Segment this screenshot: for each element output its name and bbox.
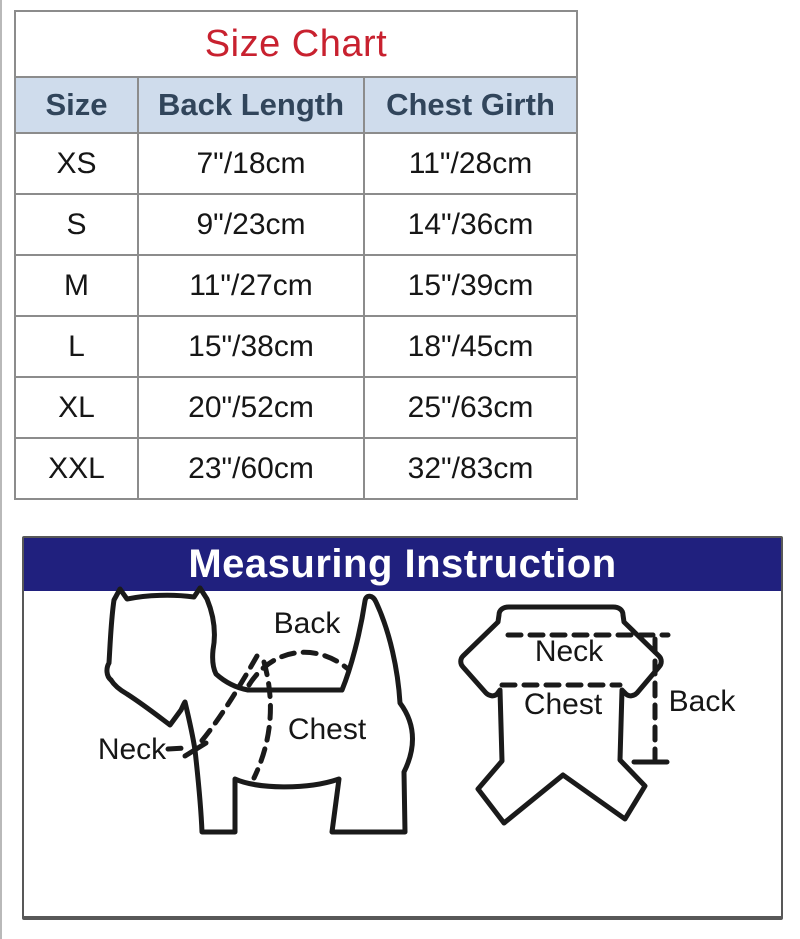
size-chart-header-row [15, 77, 577, 133]
size-cell: XXL [15, 438, 138, 499]
table-row-xl [15, 377, 577, 438]
table-row-xxl [15, 438, 577, 499]
garment-back-label: Back [668, 685, 736, 718]
dog-chest-label: Chest [287, 713, 367, 746]
measuring-instruction-panel [22, 536, 783, 920]
measuring-instruction-title: Measuring Instruction [188, 542, 617, 586]
size-chart-title-row [15, 11, 577, 77]
size-chart-title: Size Chart [15, 11, 577, 77]
garment-measuring-diagram [432, 562, 800, 862]
size-cell: M [15, 255, 138, 316]
photo-edge-artifact [0, 0, 2, 939]
size-chart [14, 10, 576, 500]
table-row-m [15, 255, 577, 316]
chest-girth-cell: 11"/28cm [364, 133, 577, 194]
column-header-back-length: Back Length [138, 77, 364, 133]
dog-chest-measure-line [254, 662, 270, 778]
size-chart-table [14, 10, 578, 500]
chest-girth-cell: 25"/63cm [364, 377, 577, 438]
column-header-chest-girth: Chest Girth [364, 77, 577, 133]
table-row-s [15, 194, 577, 255]
size-cell: S [15, 194, 138, 255]
dog-back-label: Back [273, 607, 341, 640]
dog-measuring-diagram [52, 572, 452, 872]
chest-girth-cell: 18"/45cm [364, 316, 577, 377]
dog-body-outline [111, 596, 413, 832]
dog-neck-label: Neck [97, 733, 167, 766]
garment-chest-label: Chest [523, 688, 603, 721]
garment-neck-label: Neck [534, 635, 604, 668]
dog-head-outline [107, 588, 248, 690]
table-row-xs [15, 133, 577, 194]
size-cell: XS [15, 133, 138, 194]
dog-neck-measure-line [200, 656, 257, 743]
size-cell: XL [15, 377, 138, 438]
back-length-cell: 9"/23cm [138, 194, 364, 255]
back-length-cell: 7"/18cm [138, 133, 364, 194]
dog-neck-leader-dash [168, 748, 186, 749]
back-length-cell: 15"/38cm [138, 316, 364, 377]
size-cell: L [15, 316, 138, 377]
back-length-cell: 11"/27cm [138, 255, 364, 316]
back-length-cell: 23"/60cm [138, 438, 364, 499]
back-length-cell: 20"/52cm [138, 377, 364, 438]
chest-girth-cell: 32"/83cm [364, 438, 577, 499]
chest-girth-cell: 15"/39cm [364, 255, 577, 316]
chest-girth-cell: 14"/36cm [364, 194, 577, 255]
column-header-size: Size [15, 77, 138, 133]
table-row-l [15, 316, 577, 377]
